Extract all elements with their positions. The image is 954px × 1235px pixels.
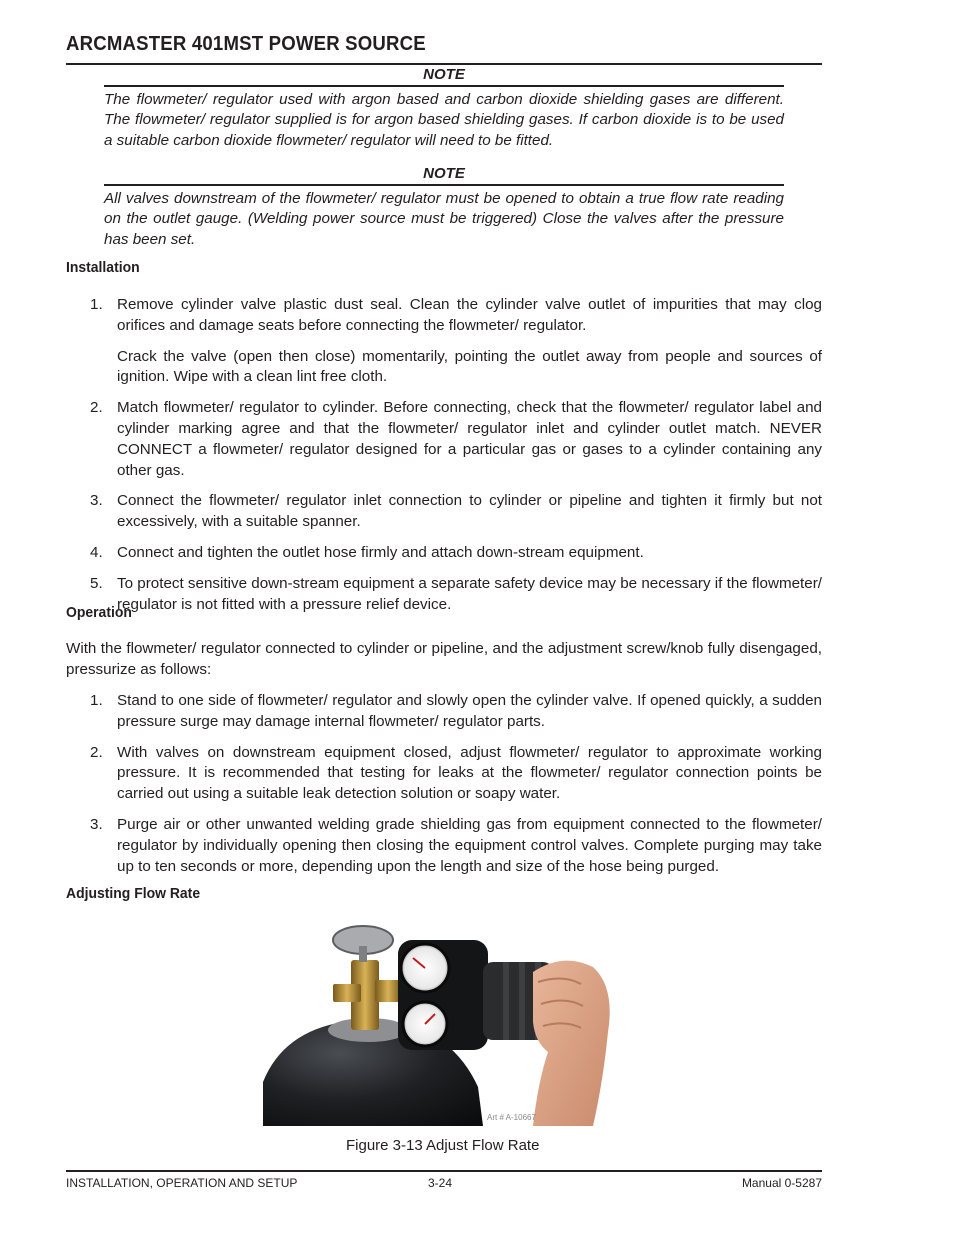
item-text: Connect and tighten the outlet hose firmly and attach down-stream equipment. <box>117 543 644 561</box>
item-number: 1. <box>90 692 103 709</box>
list-item <box>90 691 822 733</box>
note-label: NOTE <box>423 165 465 182</box>
title-divider <box>66 63 822 65</box>
section-heading-operation: Operation <box>66 604 132 621</box>
manual-number: Manual 0-5287 <box>741 1176 822 1190</box>
installation-list <box>90 295 822 615</box>
note-divider <box>104 184 784 186</box>
note-divider <box>104 85 784 87</box>
item-number: 3. <box>90 492 103 510</box>
list-item <box>90 543 822 564</box>
note-box-1 <box>104 66 784 152</box>
list-item <box>90 815 822 877</box>
note-text: All valves downstream of the flowmeter/ regulator must be opened to obtain a true flow rate reading on the outlet gauge. (Welding power source must be triggered) Close the valves after the pressure has been set. <box>104 189 784 249</box>
hand-shape <box>533 961 610 1126</box>
item-number: 2. <box>90 743 103 761</box>
note-text: The flowmeter/ regulator used with argon based and carbon dioxide shielding gases are different. The flowmeter/ regulator supplied is for argon based shielding gases. If carbon dioxide is to be used a suitable carbon dioxide flowmeter/ regulator will need to be fitted. <box>104 90 784 150</box>
list-item <box>90 295 822 388</box>
list-item <box>90 491 822 533</box>
operation-intro: With the flowmeter/ regulator connected to cylinder or pipeline, and the adjustment screw/knob fully disengaged, pressurize as follows: <box>66 640 822 678</box>
item-number: 1. <box>90 296 103 313</box>
note-box-2 <box>104 165 784 251</box>
section-heading-adjusting: Adjusting Flow Rate <box>66 885 201 902</box>
operation-list <box>90 691 822 877</box>
item-text: Crack the valve (open then close) momentarily, pointing the outlet away from people and sources of ignition. Wipe with a clean lint free cloth. <box>117 347 822 386</box>
section-heading-installation: Installation <box>66 259 140 276</box>
art-number: Art # A-10667 <box>487 1113 536 1122</box>
footer-section-label: INSTALLATION, OPERATION AND SETUP <box>66 1176 298 1190</box>
knob-ridge <box>503 962 509 1040</box>
item-number: 2. <box>90 399 103 417</box>
item-text: Stand to one side of flowmeter/ regulator and slowly open the cylinder valve. If opened quickly, a sudden pressure surge may damage internal flowmeter/ regulator parts. <box>117 692 822 730</box>
list-item <box>90 743 822 805</box>
item-number: 5. <box>90 574 103 592</box>
figure-caption: Figure 3-13 Adjust Flow Rate <box>346 1137 540 1154</box>
item-text: With valves on downstream equipment closed, adjust flowmeter/ regulator to approximate working pressure. It is recommended that testing for leaks at the flowmeter/ regulator connection points be carried out using a suitable leak detection solution or soapy water. <box>117 743 822 803</box>
page-title: ARCMASTER 401MST POWER SOURCE <box>66 33 426 55</box>
item-number: 4. <box>90 543 103 561</box>
item-text: Connect the flowmeter/ regulator inlet connection to cylinder or pipeline and tighten it firmly but not excessively, with a suitable spanner. <box>117 492 822 531</box>
regulator-illustration <box>263 912 627 1126</box>
item-text: To protect sensitive down-stream equipment a separate safety device may be necessary if the flowmeter/ regulator is not fitted with a pressure relief device. <box>117 574 822 613</box>
item-text: Purge air or other unwanted welding grade shielding gas from equipment connected to the flowmeter/ regulator by individually opening then closing the equipment control valves. Complete purging may take up to ten seconds or more, depending upon the length and size of the hose being purged. <box>117 815 822 875</box>
list-item <box>90 574 822 616</box>
footer-divider <box>66 1170 822 1172</box>
note-label: NOTE <box>423 66 465 83</box>
item-number: 3. <box>90 815 103 833</box>
valve-stem <box>359 946 367 962</box>
knob-ridge <box>519 962 525 1040</box>
item-text: Match flowmeter/ regulator to cylinder. Before connecting, check that the flowmeter/ regulator label and cylinder marking agree and that the flowmeter/ regulator inlet and cylinder outlet match. NEVER CONNECT a flowmeter/ regulator designed for a particular gas or gases to a cylinder containing any other gas. <box>117 399 822 479</box>
item-text: Remove cylinder valve plastic dust seal. Clean the cylinder valve outlet of impurities that may clog orifices and damage seats before connecting the flowmeter/ regulator. <box>117 296 822 334</box>
page-number: 3-24 <box>428 1176 453 1190</box>
regulator-photo <box>263 912 627 1126</box>
valve-inlet <box>375 980 401 1002</box>
list-item <box>90 398 822 481</box>
valve-outlet <box>333 984 361 1002</box>
